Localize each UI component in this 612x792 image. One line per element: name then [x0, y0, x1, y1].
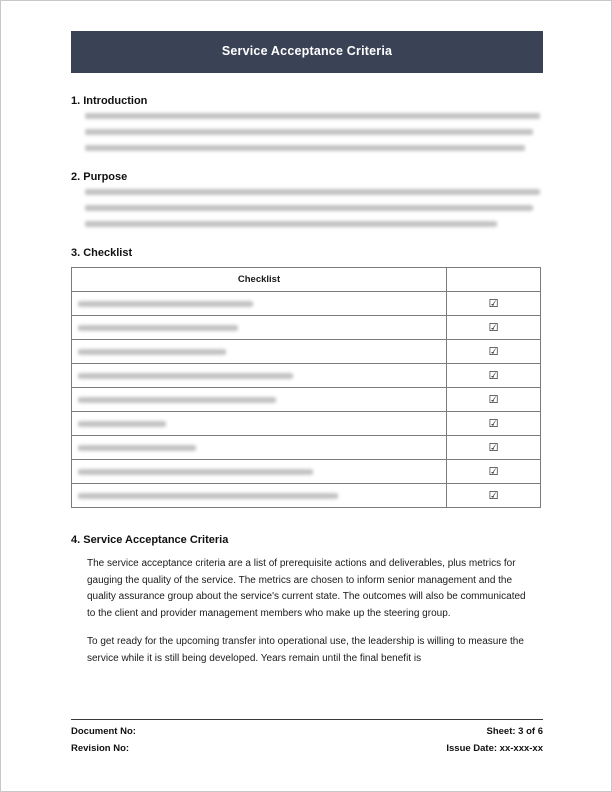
- heading-purpose: 2. Purpose: [71, 171, 128, 183]
- table-row: [72, 460, 541, 484]
- document-no-label: Document No:: [71, 726, 136, 737]
- checklist-item-label: [72, 412, 447, 436]
- checklist-checkbox[interactable]: ☑: [447, 292, 541, 316]
- footer-divider: [71, 719, 543, 720]
- checklist-checkbox[interactable]: ☑: [447, 340, 541, 364]
- table-header-row: [72, 268, 541, 292]
- checklist-checkbox[interactable]: ☑: [447, 484, 541, 508]
- checklist-item-label: [72, 292, 447, 316]
- redacted-line: [85, 113, 540, 119]
- page-footer: [71, 719, 543, 754]
- revision-no-label: Revision No:: [71, 743, 130, 754]
- heading-checklist: 3. Checklist: [71, 247, 133, 259]
- table-row: [72, 436, 541, 460]
- checklist-checkbox[interactable]: ☑: [447, 316, 541, 340]
- heading-service-acceptance-criteria: 4. Service Acceptance Criteria: [71, 534, 229, 546]
- document-content: [71, 31, 543, 679]
- checklist-checkbox[interactable]: ☑: [447, 436, 541, 460]
- checklist-checkbox[interactable]: ☑: [447, 364, 541, 388]
- checklist-item-label: [72, 316, 447, 340]
- column-header-checklist: Checklist: [72, 268, 447, 292]
- table-row: [72, 412, 541, 436]
- issue-date-label: Issue Date: xx-xxx-xx: [446, 743, 543, 754]
- redacted-line: [85, 145, 525, 151]
- checklist-item-label: [72, 340, 447, 364]
- table-row: [72, 484, 541, 508]
- table-row: [72, 292, 541, 316]
- table-row: [72, 364, 541, 388]
- footer-row-bottom: [71, 743, 543, 754]
- checklist-table: [71, 267, 541, 508]
- footer-row-top: [71, 726, 543, 737]
- paragraph-acceptance-2: To get ready for the upcoming transfer into operational use, the leadership is willing to measure the service while it is still being developed. Years remain until the final benefit is: [87, 636, 524, 664]
- redacted-line: [85, 205, 533, 211]
- document-title-banner: Service Acceptance Criteria: [71, 31, 543, 73]
- redacted-line: [85, 189, 540, 195]
- sheet-label: Sheet: 3 of 6: [486, 726, 543, 737]
- table-row: [72, 388, 541, 412]
- paragraph-acceptance-1: The service acceptance criteria are a list of prerequisite actions and deliverables, plus metrics for gauging the quality of the service. The metrics are chosen to inform senior management and the quality assurance group about the service's current state. The outcomes will also be communicated to the client and provider management members who make up the steering group.: [87, 558, 526, 619]
- heading-introduction: 1. Introduction: [71, 95, 148, 107]
- redacted-line: [85, 221, 497, 227]
- checklist-checkbox[interactable]: ☑: [447, 460, 541, 484]
- checklist-item-label: [72, 364, 447, 388]
- checklist-item-label: [72, 436, 447, 460]
- column-header-checkbox: [447, 268, 541, 292]
- checklist-item-label: [72, 388, 447, 412]
- paragraph-purpose-redacted: [85, 189, 543, 227]
- paragraph-introduction-redacted: [85, 113, 543, 151]
- checklist-item-label: [72, 484, 447, 508]
- redacted-line: [85, 129, 533, 135]
- checklist-item-label: [72, 460, 447, 484]
- checklist-checkbox[interactable]: ☑: [447, 388, 541, 412]
- table-row: [72, 316, 541, 340]
- table-row: [72, 340, 541, 364]
- checklist-checkbox[interactable]: ☑: [447, 412, 541, 436]
